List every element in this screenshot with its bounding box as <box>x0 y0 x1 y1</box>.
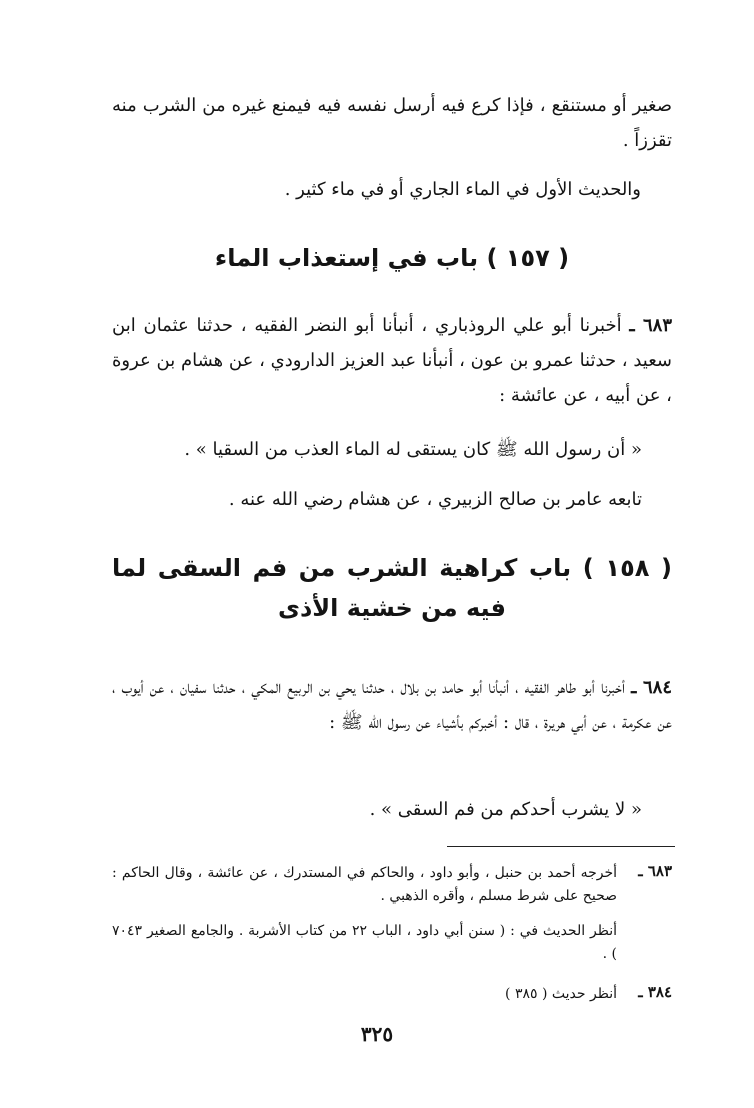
hadith-683-follow: تابعه عامر بن صالح الزبيري ، عن هشام رضي الله عنه . <box>228 489 642 510</box>
chapter-heading-158: ( ١٥٨ ) باب كراهية الشرب من فم السقى لما فيه من خشية الأذى <box>112 554 672 622</box>
footnote-number-683: ٦٨٣ ـ <box>638 862 672 880</box>
paragraph-intro: صغير أو مستنقع ، فإذا كرع فيه أرسل نفسه فيه فيمنع غيره من الشرب منه تقززاً . <box>112 95 672 151</box>
hadith-number-683: ٦٨٣ ـ <box>629 315 672 336</box>
hadith-684 <box>112 670 672 740</box>
footnote-683-text: أخرجه أحمد بن حنبل ، وأبو داود ، والحاكم في المستدرك ، عن عائشة ، وقال الحاكم : صحيح على شرط مسلم ، وأقره الذهبي . <box>112 865 617 904</box>
hadith-684-chain: أخبرنا أبو طاهر الفقيه ، أنبأنا أبو حامد بن بلال ، حدثنا يحي بن الربيع المكي ، حدثنا سفيان ، عن أيوب ، عن عكرمة ، عن أبي هريرة ، قال : أخبركم بأشياء عن رسول الله ﷺ : <box>112 677 672 733</box>
hadith-number-684: ٦٨٤ ـ <box>631 677 672 698</box>
footnote-683-reference: أنظر الحديث في : ( سنن أبي داود ، الباب ٢٢ من كتاب الأشربة . والجامع الصغير ٧٠٤٣ ) . <box>112 923 617 962</box>
hadith-683-quote: « أن رسول الله ﷺ كان يستقى له الماء العذب من السقيا » . <box>184 439 642 460</box>
footnote-384-text: أنظر حديث ( ٣٨٥ ) <box>505 986 617 1002</box>
hadith-684-quote: « لا يشرب أحدكم من فم السقى » . <box>369 799 642 820</box>
footnote-separator <box>447 846 675 847</box>
hadith-683-chain: أخبرنا أبو علي الروذباري ، أنبأنا أبو النضر الفقيه ، حدثنا عثمان ابن سعيد ، حدثنا عمرو بن عون ، أنبأنا عبد العزيز الدارودي ، عن هشام بن عروة ، عن أبيه ، عن عائشة : <box>112 315 672 406</box>
chapter-heading-157: ( ١٥٧ ) باب في إستعذاب الماء <box>214 244 570 272</box>
footnote-number-384: ٣٨٤ ـ <box>638 983 672 1001</box>
paragraph-note: والحديث الأول في الماء الجاري أو في ماء كثير . <box>284 179 641 200</box>
page-number: ٣٢٥ <box>360 1022 394 1046</box>
hadith-683 <box>112 308 672 413</box>
